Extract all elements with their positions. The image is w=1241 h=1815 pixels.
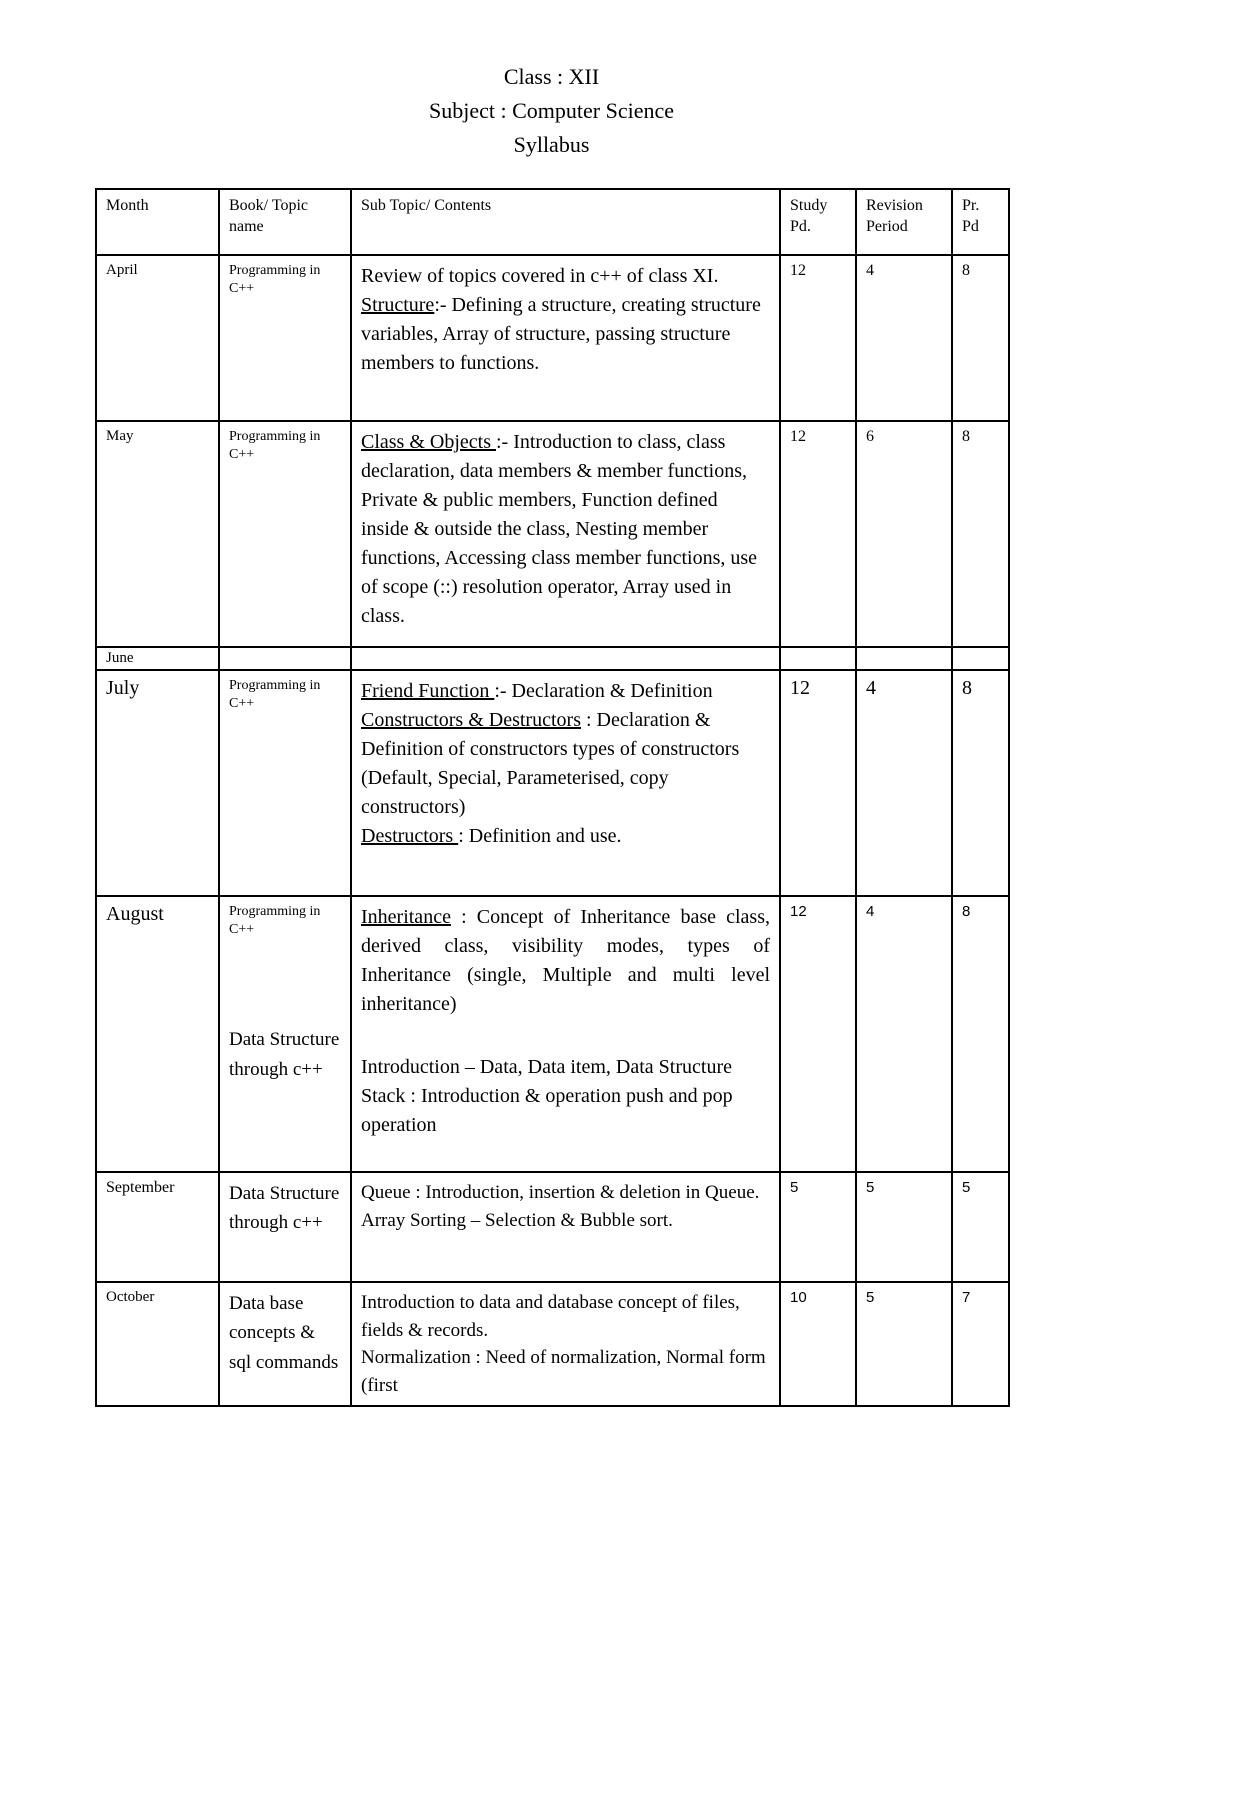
book-cell [219,255,351,421]
revision-period-cell [856,647,952,670]
month-cell: June [96,647,219,670]
pr-pd-cell: 8 [952,670,1009,896]
header-pr-pd: Pr. Pd [952,189,1009,255]
table-row-april [96,255,1009,421]
pr-pd-cell: 8 [952,255,1009,421]
book-name: Data Structure through c++ [229,1183,340,1234]
contents-cell: Inheritance : Concept of Inheritance base class, derived class, visibility modes, types of Inheritance (single, Multiple and multi level inheritance) Introduction – Data, Data item, Data Structure Stack : Introduction & operation push and pop operation [351,896,780,1172]
book-name: Programming in C++ [229,263,321,297]
pr-pd-cell: 8 [952,421,1009,647]
study-pd-cell: 12 [780,670,856,896]
book-name: Programming in C++ [229,678,321,712]
study-pd-cell [780,647,856,670]
revision-period-cell: 4 [856,255,952,421]
header-month: Month [96,189,219,255]
book-cell [219,1282,351,1406]
book-cell [219,670,351,896]
header-book-topic: Book/ Topic name [219,189,351,255]
month-cell: October [96,1282,219,1406]
pr-pd-cell: 5 [952,1172,1009,1282]
book-cell [219,647,351,670]
contents-cell: Introduction to data and database concept of files, fields & records. Normalization : Need of normalization, Normal form (first [351,1282,780,1406]
month-cell: September [96,1172,219,1282]
month-cell: July [96,670,219,896]
revision-period-cell: 4 [856,670,952,896]
pr-pd-cell: 8 [952,896,1009,1172]
book-cell [219,421,351,647]
header-study-pd: Study Pd. [780,189,856,255]
study-pd-cell: 10 [780,1282,856,1406]
book-name-secondary: Data Structure through c++ [229,1029,340,1080]
book-cell [219,1172,351,1282]
document-title-block [95,60,1008,162]
table-row-october [96,1282,1009,1406]
revision-period-cell: 5 [856,1172,952,1282]
study-pd-cell: 12 [780,896,856,1172]
document-page [0,60,1241,1815]
revision-period-cell: 6 [856,421,952,647]
study-pd-cell: 5 [780,1172,856,1282]
table-row-september [96,1172,1009,1282]
revision-period-cell: 4 [856,896,952,1172]
contents-cell [351,647,780,670]
syllabus-table [95,188,1010,1407]
table-header-row [96,189,1009,255]
header-revision-period: Revision Period [856,189,952,255]
table-row-may [96,421,1009,647]
month-cell: May [96,421,219,647]
header-sub-topic: Sub Topic/ Contents [351,189,780,255]
contents-cell: Review of topics covered in c++ of class XI. Structure:- Defining a structure, creating structure variables, Array of structure, passing structure members to functions. [351,255,780,421]
book-name: Programming in C++ [229,429,321,463]
title-class: Class : XII [503,64,600,89]
month-cell: April [96,255,219,421]
contents-cell: Friend Function :- Declaration & Definition Constructors & Destructors : Declaration & Definition of constructors types of constructors (Default, Special, Parameterised, copy constructors) Destructors : Definition and use. [351,670,780,896]
month-cell: August [96,896,219,1172]
table-row-july [96,670,1009,896]
pr-pd-cell [952,647,1009,670]
revision-period-cell: 5 [856,1282,952,1406]
title-syllabus: Syllabus [513,132,590,157]
table-row-august [96,896,1009,1172]
contents-cell: Queue : Introduction, insertion & deletion in Queue. Array Sorting – Selection & Bubble sort. [351,1172,780,1282]
title-subject: Subject : Computer Science [429,98,674,123]
contents-cell: Class & Objects :- Introduction to class, class declaration, data members & member functions, Private & public members, Function defined inside & outside the class, Nesting member functions, Accessing class member functions, use of scope (::) resolution operator, Array used in class. [351,421,780,647]
book-cell [219,896,351,1172]
book-name: Data base concepts & sql commands [229,1293,339,1373]
study-pd-cell: 12 [780,421,856,647]
pr-pd-cell: 7 [952,1282,1009,1406]
table-row-june [96,647,1009,670]
book-name: Programming in C++ [229,904,321,938]
study-pd-cell: 12 [780,255,856,421]
